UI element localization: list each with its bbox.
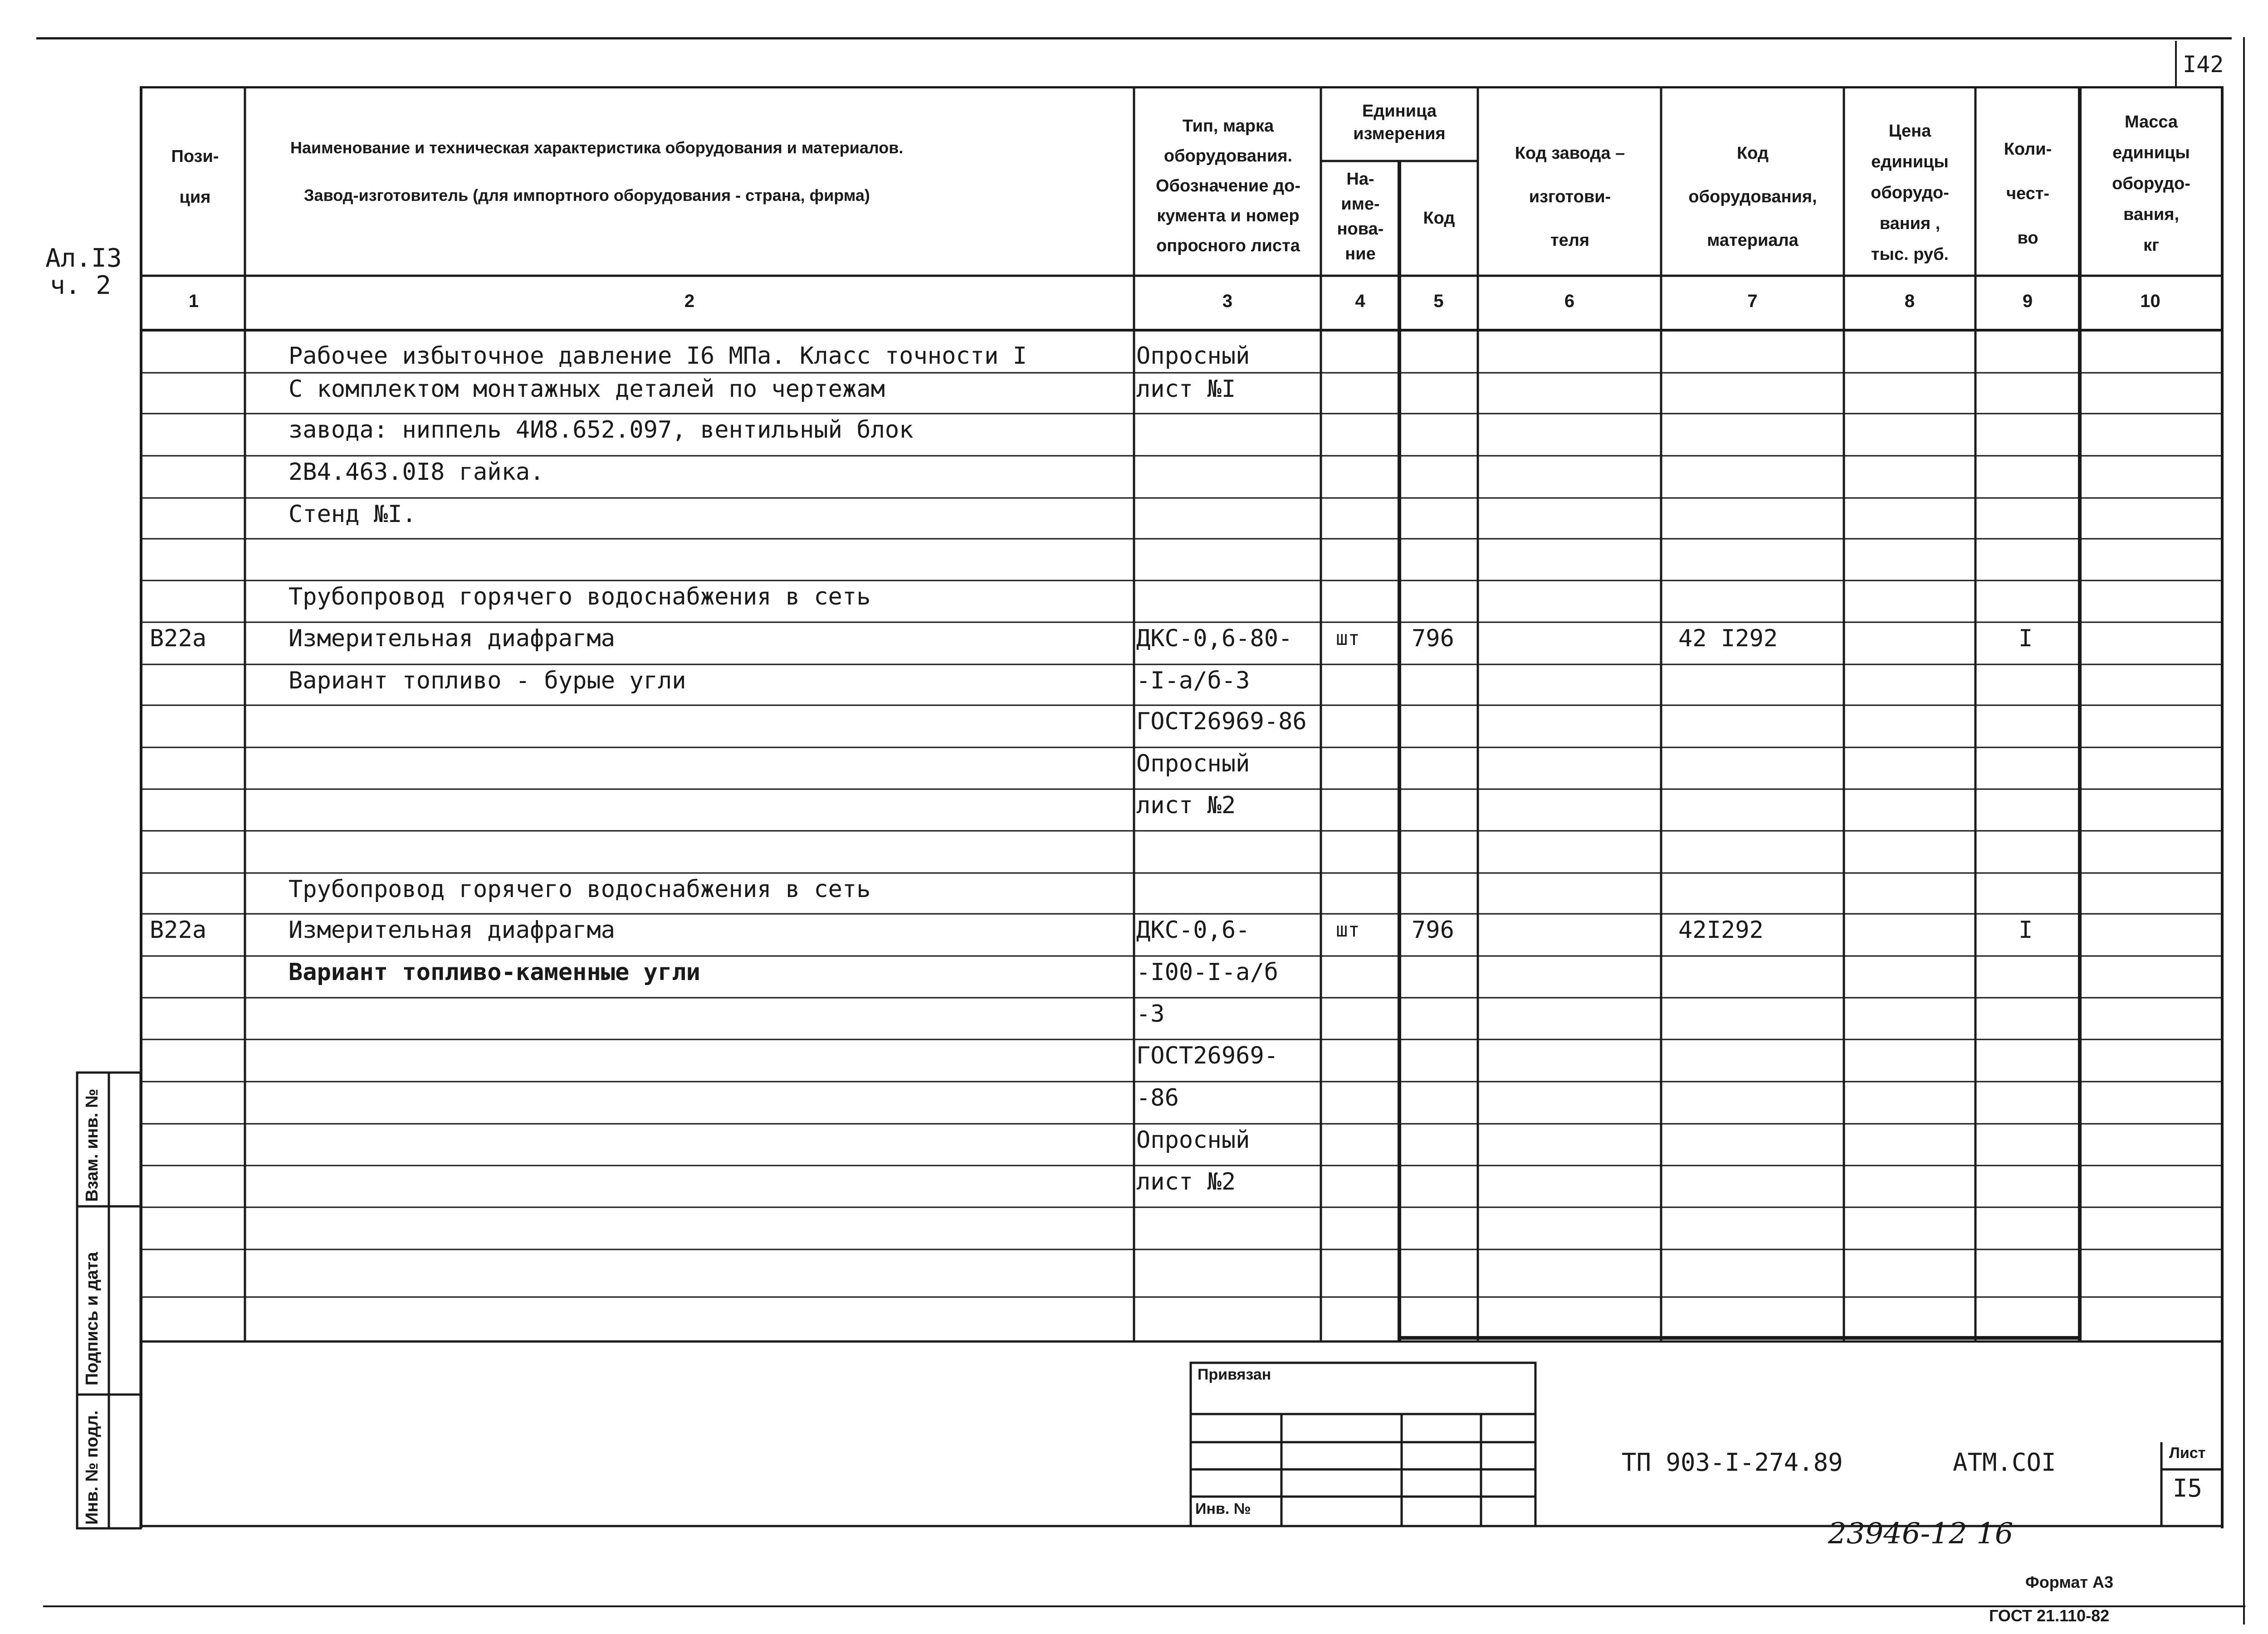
colnum-4: 4: [1355, 291, 1365, 311]
colnum-2: 2: [684, 291, 695, 311]
row-7-c2: Трубопровод горячего водоснабжения в сеть: [288, 583, 871, 610]
sheet-label: Лист: [2169, 1444, 2206, 1462]
gost-label: ГОСТ 21.110-82: [1989, 1606, 2110, 1625]
privyazan-label: Привязан: [1198, 1366, 1271, 1383]
row-10-c3: ГОСТ26969-86: [1136, 708, 1307, 735]
header-unit-group: Единица измерения: [1353, 102, 1446, 143]
row-3-c2: завода: ниппель 4И8.652.097, вентильный блок: [288, 416, 914, 444]
format-label: Формат А3: [2025, 1573, 2114, 1591]
top-right-number: I42: [2183, 51, 2224, 78]
row-15-c7: 42I292: [1678, 917, 1764, 944]
colnum-10: 10: [2140, 291, 2160, 311]
row-8-c2: Измерительная диафрагма: [288, 625, 616, 652]
header-position: Пози- ция: [171, 147, 219, 207]
row-14-c2: Трубопровод горячего водоснабжения в сеть: [288, 876, 871, 903]
row-19-c3: -86: [1136, 1084, 1179, 1112]
row-21-c3: лист №2: [1136, 1168, 1236, 1195]
row-8-c1: В22а: [150, 625, 207, 652]
inv-no-label: Инв. №: [1195, 1500, 1251, 1517]
row-15-c1: В22а: [150, 917, 207, 944]
row-15-c9: I: [2019, 917, 2033, 944]
colnum-9: 9: [2022, 291, 2033, 311]
row-5-c2: Стенд №I.: [288, 501, 416, 528]
header-unit-name: На- име- нова- ние: [1337, 170, 1384, 263]
row-8-c5: 796: [1412, 625, 1454, 652]
row-2-c2: С комплектом монтажных деталей по чертежам: [288, 376, 885, 403]
handwritten-number: 23946-12 16: [1828, 1517, 2014, 1551]
row-4-c2: 2В4.463.0I8 гайка.: [288, 458, 544, 486]
left-label-1: Ал.I3: [45, 244, 122, 273]
colnum-3: 3: [1222, 291, 1233, 311]
row-16-c2: Вариант топливо-каменные угли: [288, 959, 700, 986]
left-label-2: ч. 2: [50, 271, 111, 300]
colnum-8: 8: [1904, 291, 1915, 311]
row-16-c3: -I00-I-а/б: [1136, 959, 1279, 986]
row-8-c4: шт: [1336, 627, 1360, 650]
row-11-c3: Опросный: [1136, 750, 1250, 777]
header-quantity: Коли- чест- во: [2004, 140, 2052, 248]
header-equipment-code: Код оборудования, материала: [1688, 144, 1817, 250]
colnum-7: 7: [1747, 291, 1758, 311]
row-15-c4: шт: [1336, 918, 1360, 941]
row-9-c3: -I-а/б-3: [1136, 667, 1250, 694]
sheet-number: I5: [2173, 1474, 2203, 1502]
row-9-c2: Вариант топливо - бурые угли: [288, 667, 686, 694]
stamp-signature-date: Подпись и дата: [83, 1252, 102, 1385]
header-factory-code: Код завода – изготови- теля: [1515, 144, 1625, 250]
row-15-c3: ДКС-0,6-: [1136, 917, 1250, 944]
header-unit-code: Код: [1423, 209, 1455, 228]
row-17-c3: -3: [1136, 1000, 1165, 1028]
row-18-c3: ГОСТ26969-: [1136, 1042, 1279, 1069]
colnum-6: 6: [1564, 291, 1575, 311]
project-code: ТП 903-I-274.89: [1622, 1448, 1843, 1477]
stamp-original-inv: Инв. № подл.: [83, 1410, 102, 1525]
row-12-c3: лист №2: [1136, 792, 1236, 819]
header-name-line1: Наименование и техническая характеристика оборудования и материалов.: [290, 138, 904, 157]
header-mass: Масса единицы оборудо- вания, кг: [2112, 112, 2190, 255]
colnum-1: 1: [188, 291, 199, 311]
row-15-c5: 796: [1412, 917, 1454, 944]
header-name-line2: Завод-изготовитель (для импортного оборудования - страна, фирма): [304, 186, 870, 205]
row-8-c3: ДКС-0,6-80-: [1136, 625, 1293, 652]
row-1-c3: Опросный: [1136, 342, 1250, 370]
row-2-c3: лист №I: [1136, 376, 1236, 403]
row-1-c2: Рабочее избыточное давление I6 МПа. Класс точности I: [288, 342, 1027, 370]
header-type: Тип, марка оборудования. Обозначение до- кумента и номер опросного листа: [1156, 117, 1300, 255]
stamp-replacement-inv: Взам. инв. №: [83, 1088, 102, 1202]
colnum-5: 5: [1433, 291, 1444, 311]
row-8-c7: 42 I292: [1678, 625, 1778, 652]
document-code: АТМ.СОI: [1953, 1448, 2056, 1477]
row-20-c3: Опросный: [1136, 1127, 1250, 1154]
row-8-c9: I: [2019, 625, 2033, 652]
header-price: Цена единицы оборудо- вания , тыс. руб.: [1871, 122, 1949, 264]
row-15-c2: Измерительная диафрагма: [288, 917, 616, 944]
